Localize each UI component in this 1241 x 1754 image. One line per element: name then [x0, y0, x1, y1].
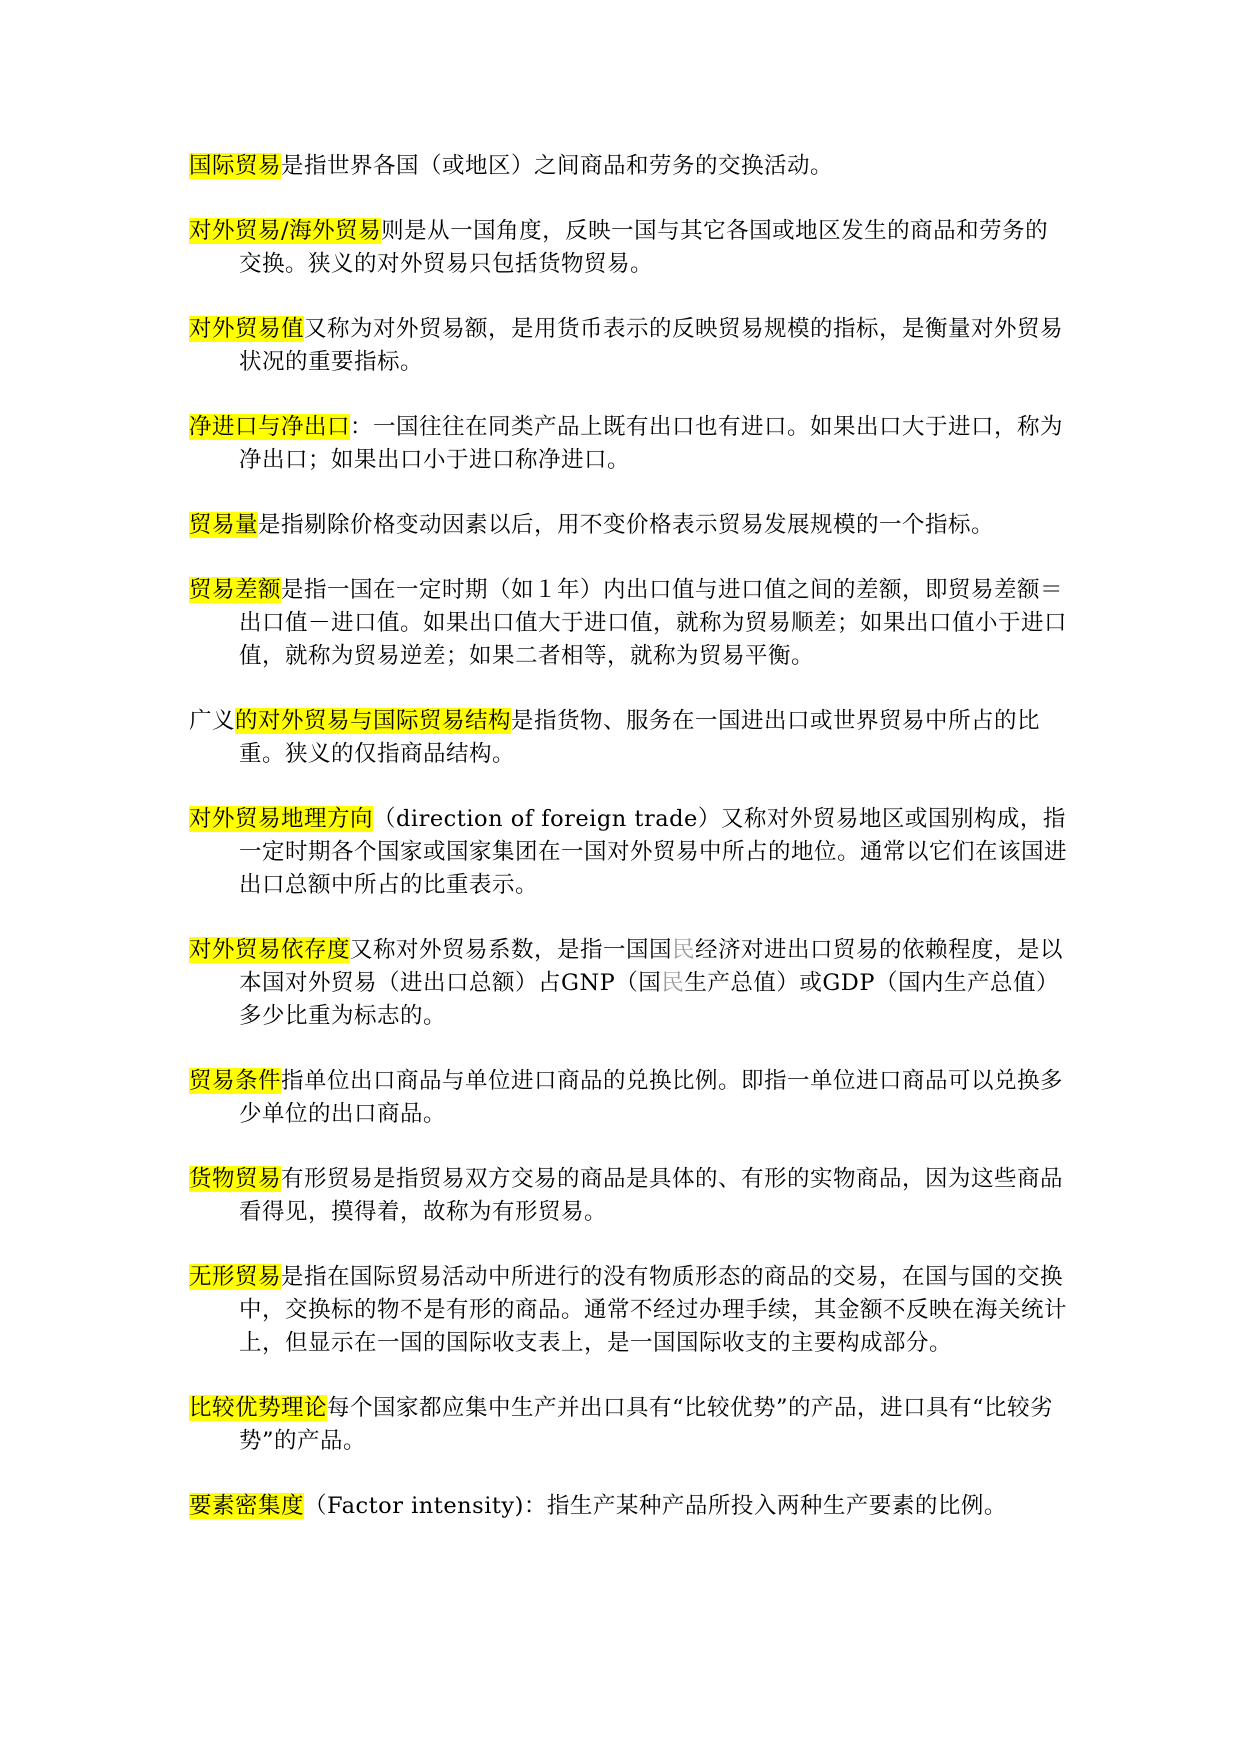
definition-text: 是指在国际贸易活动中所进行的没有物质形态的商品的交易，在国与国的交换中，交换标的物不是有形的商品。通常不经过办理手续，其金额不反映在海关统计上，但显示在一国的国际收支表上，是一国国际收支的主要构成部分。: [239, 1264, 1068, 1356]
definition-terms-of-trade: [189, 1065, 1069, 1131]
definition-trade-structure: [189, 705, 1069, 771]
definition-text: （Factor intensity)：指生产某种产品所投入两种生产要素的比例。: [304, 1493, 1007, 1519]
definition-text: 指单位出口商品与单位进口商品的兑换比例。即指一单位进口商品可以兑换多少单位的出口商品。: [239, 1068, 1064, 1127]
term-highlight: 对外贸易/海外贸易: [189, 218, 382, 244]
term-prefix: 广义: [189, 708, 236, 734]
term-highlight: 净进口与净出口: [189, 414, 351, 440]
definition-text: 又称对外贸易系数，是指一国国: [350, 937, 673, 963]
definition-trade-balance: [189, 574, 1069, 673]
term-highlight: 贸易条件: [189, 1068, 282, 1094]
term-highlight: 对外贸易依存度: [189, 937, 351, 963]
definition-international-trade: [189, 150, 1069, 183]
definition-text: 每个国家都应集中生产并出口具有“比较优势”的产品，进口具有“比较劣势”的产品。: [239, 1395, 1054, 1454]
definition-text: 是指一国在一定时期（如１年）内出口值与进口值之间的差额，即贸易差额＝出口值－进口值。如果出口值大于进口值，就称为贸易顺差；如果出口值小于进口值，就称为贸易逆差；如果二者相等，就称为贸易平衡。: [239, 577, 1068, 669]
term-highlight: 比较优势理论: [189, 1395, 328, 1421]
document-page: [189, 150, 1069, 1555]
term-highlight: 货物贸易: [189, 1166, 282, 1192]
definition-trade-volume: [189, 509, 1069, 542]
definition-foreign-trade-value: [189, 313, 1069, 379]
definition-invisible-trade: [189, 1261, 1069, 1360]
faint-character: 民: [672, 937, 696, 963]
definition-text: （direction of foreign trade）又称对外贸易地区或国别构成，指一定时期各个国家或国家集团在一国对外贸易中所占的地位。通常以它们在该国进出口总额中所占的比重表示。: [239, 806, 1068, 898]
faint-character: 民: [661, 970, 685, 996]
definition-text: 是指货物、服务在一国进出口或世界贸易中所占的比重。狭义的仅指商品结构。: [239, 708, 1041, 767]
definition-text: 是指剔除价格变动因素以后，用不变价格表示贸易发展规模的一个指标。: [258, 512, 995, 538]
definition-trade-dependence: [189, 934, 1069, 1033]
definition-goods-trade: [189, 1163, 1069, 1229]
definition-text: ：一国往往在同类产品上既有出口也有进口。如果出口大于进口，称为净出口；如果出口小于进口称净进口。: [239, 414, 1064, 473]
definition-text: 是指世界各国（或地区）之间商品和劳务的交换活动。: [281, 153, 834, 179]
definition-comparative-advantage: [189, 1392, 1069, 1458]
definition-text: 经济对进出口贸易的依赖程度，是以本国对外贸易（进出口总额）占GNP（国: [239, 937, 1064, 996]
definition-net-import-export: [189, 411, 1069, 477]
definition-trade-direction: [189, 803, 1069, 902]
term-highlight: 的对外贸易与国际贸易结构: [235, 708, 512, 734]
definition-text: 则是从一国角度，反映一国与其它各国或地区发生的商品和劳务的交换。狭义的对外贸易只包括货物贸易。: [239, 218, 1049, 277]
term-highlight: 贸易差额: [189, 577, 282, 603]
term-highlight: 国际贸易: [189, 153, 282, 179]
definition-text: 又称为对外贸易额，是用货币表示的反映贸易规模的指标，是衡量对外贸易状况的重要指标。: [239, 316, 1064, 375]
term-highlight: 贸易量: [189, 512, 259, 538]
term-highlight: 对外贸易地理方向: [189, 806, 374, 832]
definition-text: 有形贸易是指贸易双方交易的商品是具体的、有形的实物商品，因为这些商品看得见，摸得着，故称为有形贸易。: [239, 1166, 1064, 1225]
term-highlight: 要素密集度: [189, 1493, 305, 1519]
definition-foreign-trade: [189, 215, 1069, 281]
definition-text: 生产总值）或GDP（国内生产总值）多少比重为标志的。: [239, 970, 1059, 1029]
term-highlight: 对外贸易值: [189, 316, 305, 342]
term-highlight: 无形贸易: [189, 1264, 282, 1290]
definition-factor-intensity: [189, 1490, 1069, 1523]
